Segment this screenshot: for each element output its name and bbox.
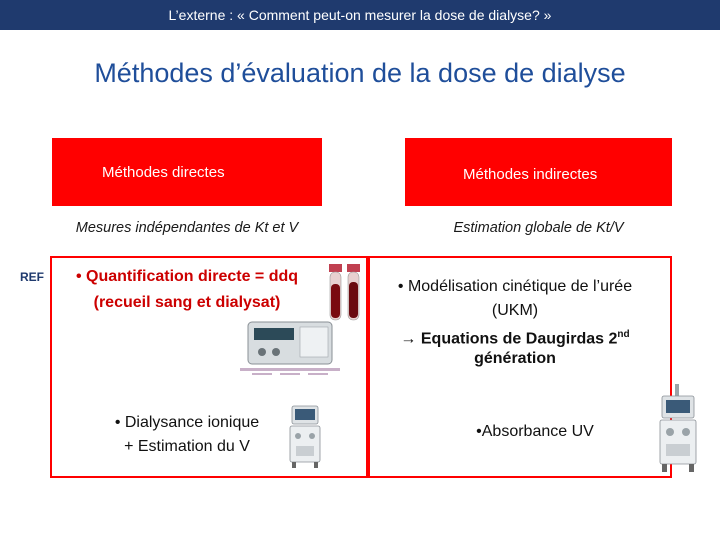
direct-subtitle: Mesures indépendantes de Kt et V [75,220,299,236]
indirect-item1-line4: génération [474,350,556,367]
indirect-methods-label: Méthodes indirectes [463,166,598,183]
direct-item1-line2: (recueil sang et dialysat) [93,294,281,311]
ordinal-superscript: nd [617,329,630,340]
daugirdas-equations-text: → Equations de Daugirdas 2 [400,330,618,348]
header-text: L’externe : « Comment peut-on mesurer la dose de dialyse? » [168,7,552,23]
indirect-item2: •Absorbance UV [476,423,594,440]
direct-item2-line2: + Estimation du V [124,438,250,455]
direct-methods-label: Méthodes directes [102,164,225,181]
uv-dialysis-machine-image [656,384,700,474]
indirect-item1-line3 [380,324,650,350]
direct-methods-box [52,138,322,206]
blood-tubes-image [326,262,364,324]
indirect-methods-box [405,138,672,206]
dialysate-monitor-image [240,318,340,378]
direct-item2-line1: • Dialysance ionique [114,414,260,431]
dialysis-machine-image [286,404,324,470]
direct-item1-line1: • Quantification directe = ddq [75,268,299,285]
ref-label: REF [20,270,44,284]
slide-title: Méthodes d’évaluation de la dose de dialyse [94,58,626,88]
indirect-item1-line1: • Modélisation cinétique de l’urée [397,278,633,295]
indirect-subtitle: Estimation globale de Kt/V [453,220,624,236]
indirect-item1-line2: (UKM) [491,302,539,319]
